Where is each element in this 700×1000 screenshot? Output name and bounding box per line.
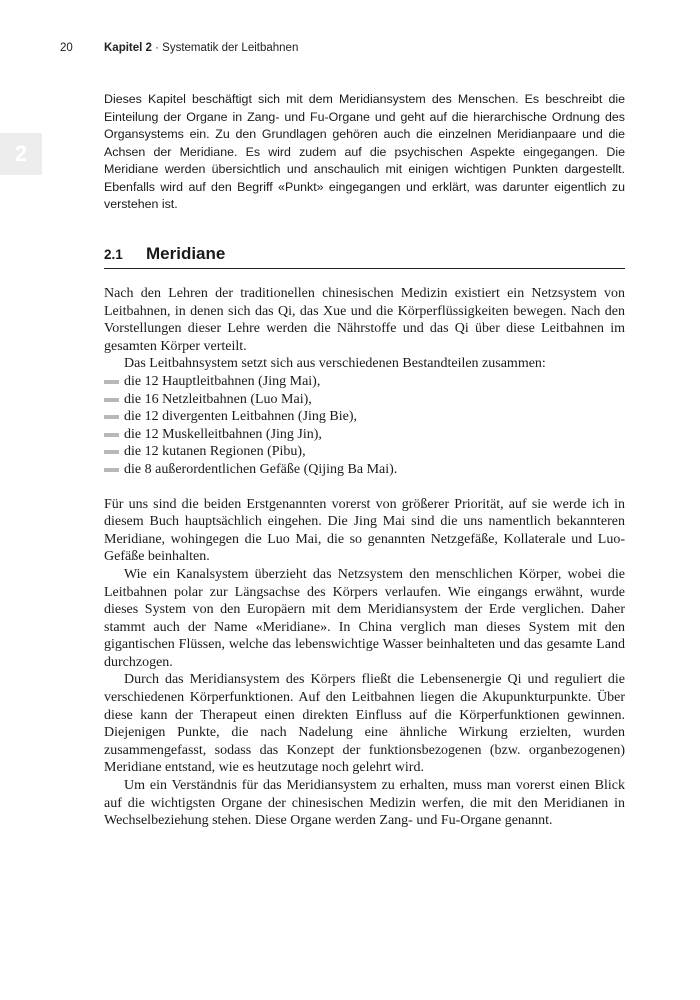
running-header (60, 42, 298, 54)
list-item: die 8 außerordentlichen Gefäße (Qijing Ba Mai). (104, 461, 625, 479)
paragraph: Wie ein Kanalsystem überzieht das Netzsystem den menschlichen Körper, wobei die Leitbahnen polar zur Längsachse des Körpers verlaufen. Wie eingangs erwähnt, wurde dieses System von den Europäern mit dem Meridiansystem der Erde verglichen. Daher stammt auch der Name «Meridiane». In China verglich man dieses System mit den gigantischen Flüssen, welche das lebenswichtige Wasser beinhalteten und das gesamte Land durchzogen. (104, 566, 625, 670)
page-number: 20 (60, 42, 73, 54)
list-bullet-icon (104, 380, 119, 384)
chapter-label: Kapitel 2 (104, 42, 152, 54)
list-item: die 12 Muskelleitbahnen (Jing Jin), (104, 426, 625, 444)
list-bullet-icon (104, 468, 119, 472)
paragraph: Das Leitbahnsystem setzt sich aus verschiedenen Bestandteilen zusammen: (124, 356, 546, 372)
paragraph: Für uns sind die beiden Erstgenannten vorerst von größerer Priorität, auf sie werde ich in diesem Buch hauptsächlich eingehen. Die Jing Mai sind die uns namentlich bekannteren Meridiane, wohingegen die Luo Mai, die so genannten Netzgefäße, Kollaterale und Luo-Gefäße beinhalten. (104, 496, 625, 565)
chapter-tab-marker: 2 (0, 133, 42, 175)
component-list (104, 373, 625, 479)
paragraph: Durch das Meridiansystem des Körpers fließt die Lebensenergie Qi und reguliert die verschiedenen Körperfunktionen. Auf den Leitbahnen liegen die Akupunkturpunkte. Über diese kann der Therapeut einen direkten Einfluss auf die Körperfunktionen gewinnen. Diejenigen Punkte, die nach Nadelung eine ähnliche Wirkung erzielten, wurden zusammengefasst, sodass das Konzept der funktionsbezogenen (bzw. organbezogenen) Meridiane entstand, wie es heutzutage noch gelehrt wird. (104, 672, 625, 776)
list-bullet-icon (104, 450, 119, 454)
paragraph: Nach den Lehren der traditionellen chinesischen Medizin existiert ein Netzsystem von Leitbahnen, in denen sich das Qi, das Xue und die Körperflüssigkeiten bewegen. Nach den Vorstellungen dieser Lehre werden die Nährstoffe und das Qi über diese Leitbahnen im gesamten Körper verteilt. (104, 286, 625, 354)
list-item: die 12 kutanen Regionen (Pibu), (104, 443, 625, 461)
chapter-abstract: Dieses Kapitel beschäftigt sich mit dem Meridiansystem des Menschen. Es beschreibt die Einteilung der Organe in Zang- und Fu-Organe und geht auf die hierarchische Ordnung des Organsystems ein. Zu den Grundlagen gehören auch die einzelnen Meridianpaare und die Achsen der Meridiane. Es wird zudem auf die psychischen Aspekte eingegangen. Die Meridiane werden übersichtlich und anschaulich mit einigen wichtigen Punkten dargestellt. Ebenfalls wird auf den Begriff «Punkt» eingegangen und erklärt, was darunter eigentlich zu verstehen ist. (104, 92, 625, 211)
list-bullet-icon (104, 415, 119, 419)
list-item: die 16 Netzleitbahnen (Luo Mai), (104, 391, 625, 409)
section-body (104, 285, 625, 830)
section-heading (104, 244, 625, 269)
list-bullet-icon (104, 433, 119, 437)
list-bullet-icon (104, 398, 119, 402)
chapter-title: Systematik der Leitbahnen (162, 42, 299, 54)
list-item: die 12 divergenten Leitbahnen (Jing Bie), (104, 408, 625, 426)
section-number: 2.1 (104, 247, 123, 262)
paragraph: Um ein Verständnis für das Meridiansystem zu erhalten, muss man vorerst einen Blick auf die wichtigsten Organe der chinesischen Medizin werfen, die mit den Meridianen in Wechselbeziehung stehen. Diese Organe werden Zang- und Fu-Organe genannt. (104, 778, 625, 829)
header-separator: · (151, 42, 163, 54)
section-title: Meridiane (146, 244, 226, 263)
list-item: die 12 Hauptleitbahnen (Jing Mai), (104, 373, 625, 391)
